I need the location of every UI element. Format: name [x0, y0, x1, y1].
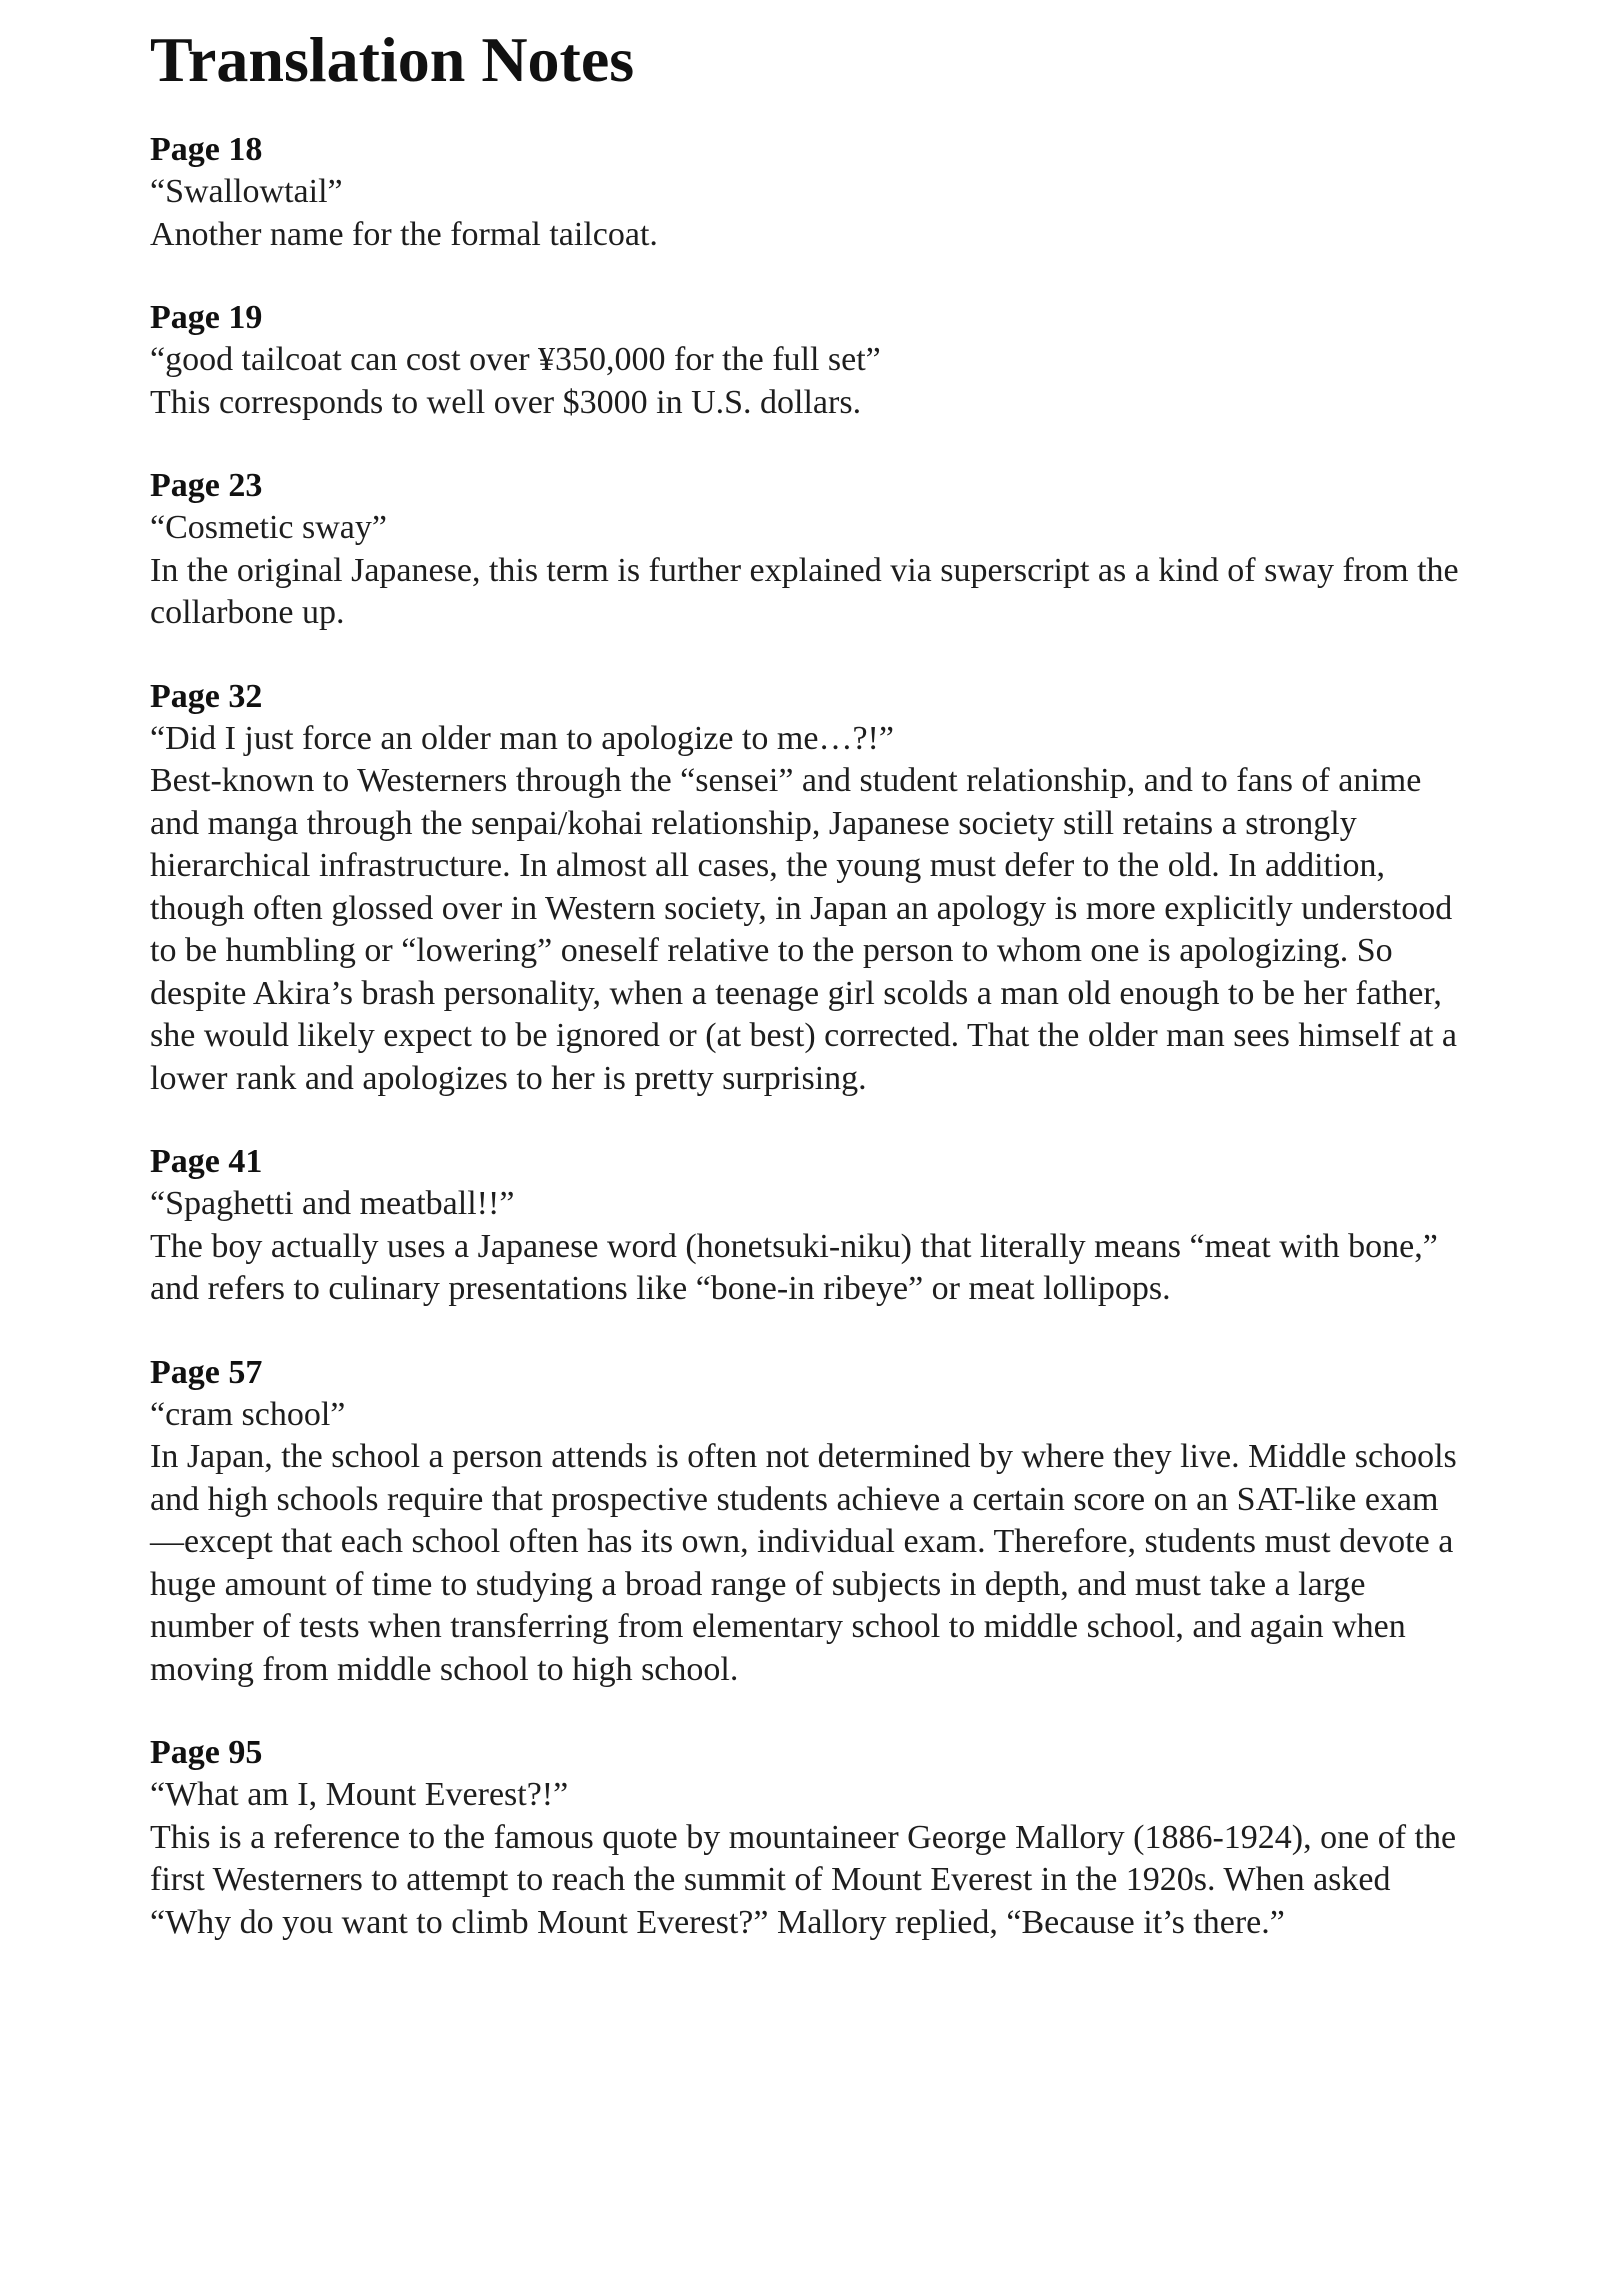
- note-page-57: [150, 1351, 1470, 1692]
- note-page-19: [150, 296, 1470, 424]
- note-page-number: Page 18: [150, 131, 263, 168]
- note-quote: “Did I just force an older man to apologize to me…?!”: [150, 719, 894, 757]
- note-page-95: [150, 1731, 1470, 1944]
- note-quote: “Cosmetic sway”: [150, 509, 387, 546]
- note-explanation: This corresponds to well over $3000 in U.S. dollars.: [150, 383, 862, 421]
- note-page-23: [150, 464, 1470, 635]
- note-page-number: Page 32: [150, 677, 263, 715]
- note-explanation: The boy actually uses a Japanese word (honetsuki-niku) that literally means “meat with bone,” and refers to culinary presentations like “bone-in ribeye” or meat lollipops.: [150, 1227, 1438, 1307]
- note-quote: “What am I, Mount Everest?!”: [150, 1776, 569, 1813]
- note-page-number: Page 41: [150, 1143, 263, 1180]
- note-page-number: Page 23: [150, 467, 263, 504]
- note-explanation: Another name for the formal tailcoat.: [150, 215, 658, 253]
- note-quote: “Swallowtail”: [150, 173, 343, 210]
- note-page-number: Page 95: [150, 1734, 263, 1771]
- note-page-18: [150, 128, 1470, 256]
- page-title: Translation Notes: [150, 24, 635, 95]
- note-quote: “Spaghetti and meatball!!”: [150, 1185, 515, 1222]
- note-quote: “good tailcoat can cost over ¥350,000 for the full set”: [150, 341, 881, 378]
- note-explanation: In the original Japanese, this term is further explained via superscript as a kind of sway from the collarbone up.: [150, 551, 1459, 631]
- note-quote: “cram school”: [150, 1395, 346, 1433]
- note-page-number: Page 57: [150, 1353, 263, 1391]
- document-page: [150, 18, 1470, 1984]
- note-page-41: [150, 1140, 1470, 1311]
- note-explanation: Best-known to Westerners through the “sensei” and student relationship, and to fans of anime and manga through the senpai/kohai relationship, Japanese society still retains a strongly hierarchical infrastructure. In almost all cases, the young must defer to the old. In addition, though often glossed over in Western society, in Japan an apology is more explicitly understood to be humbling or “lowering” oneself relative to the person to whom one is apologizing. So despite Akira’s brash personality, when a teenage girl scolds a man old enough to be her father, she would likely expect to be ignored or (at best) corrected. That the older man sees himself at a lower rank and apologizes to her is pretty surprising.: [150, 762, 1457, 1097]
- note-page-32: [150, 675, 1470, 1101]
- note-page-number: Page 19: [150, 299, 263, 336]
- note-explanation: In Japan, the school a person attends is often not determined by where they live. Middle schools and high schools require that prospective students achieve a certain score on an SAT-like exam—except that each school often has its own, individual exam. Therefore, students must devote a huge amount of time to studying a broad range of subjects in depth, and must take a large number of tests when transferring from elementary school to middle school, and again when moving from middle school to high school.: [150, 1438, 1457, 1688]
- note-explanation: This is a reference to the famous quote by mountaineer George Mallory (1886-1924), one of the first Westerners to attempt to reach the summit of Mount Everest in the 1920s. When asked “Why do you want to climb Mount Everest?” Mallory replied, “Because it’s there.”: [150, 1818, 1457, 1941]
